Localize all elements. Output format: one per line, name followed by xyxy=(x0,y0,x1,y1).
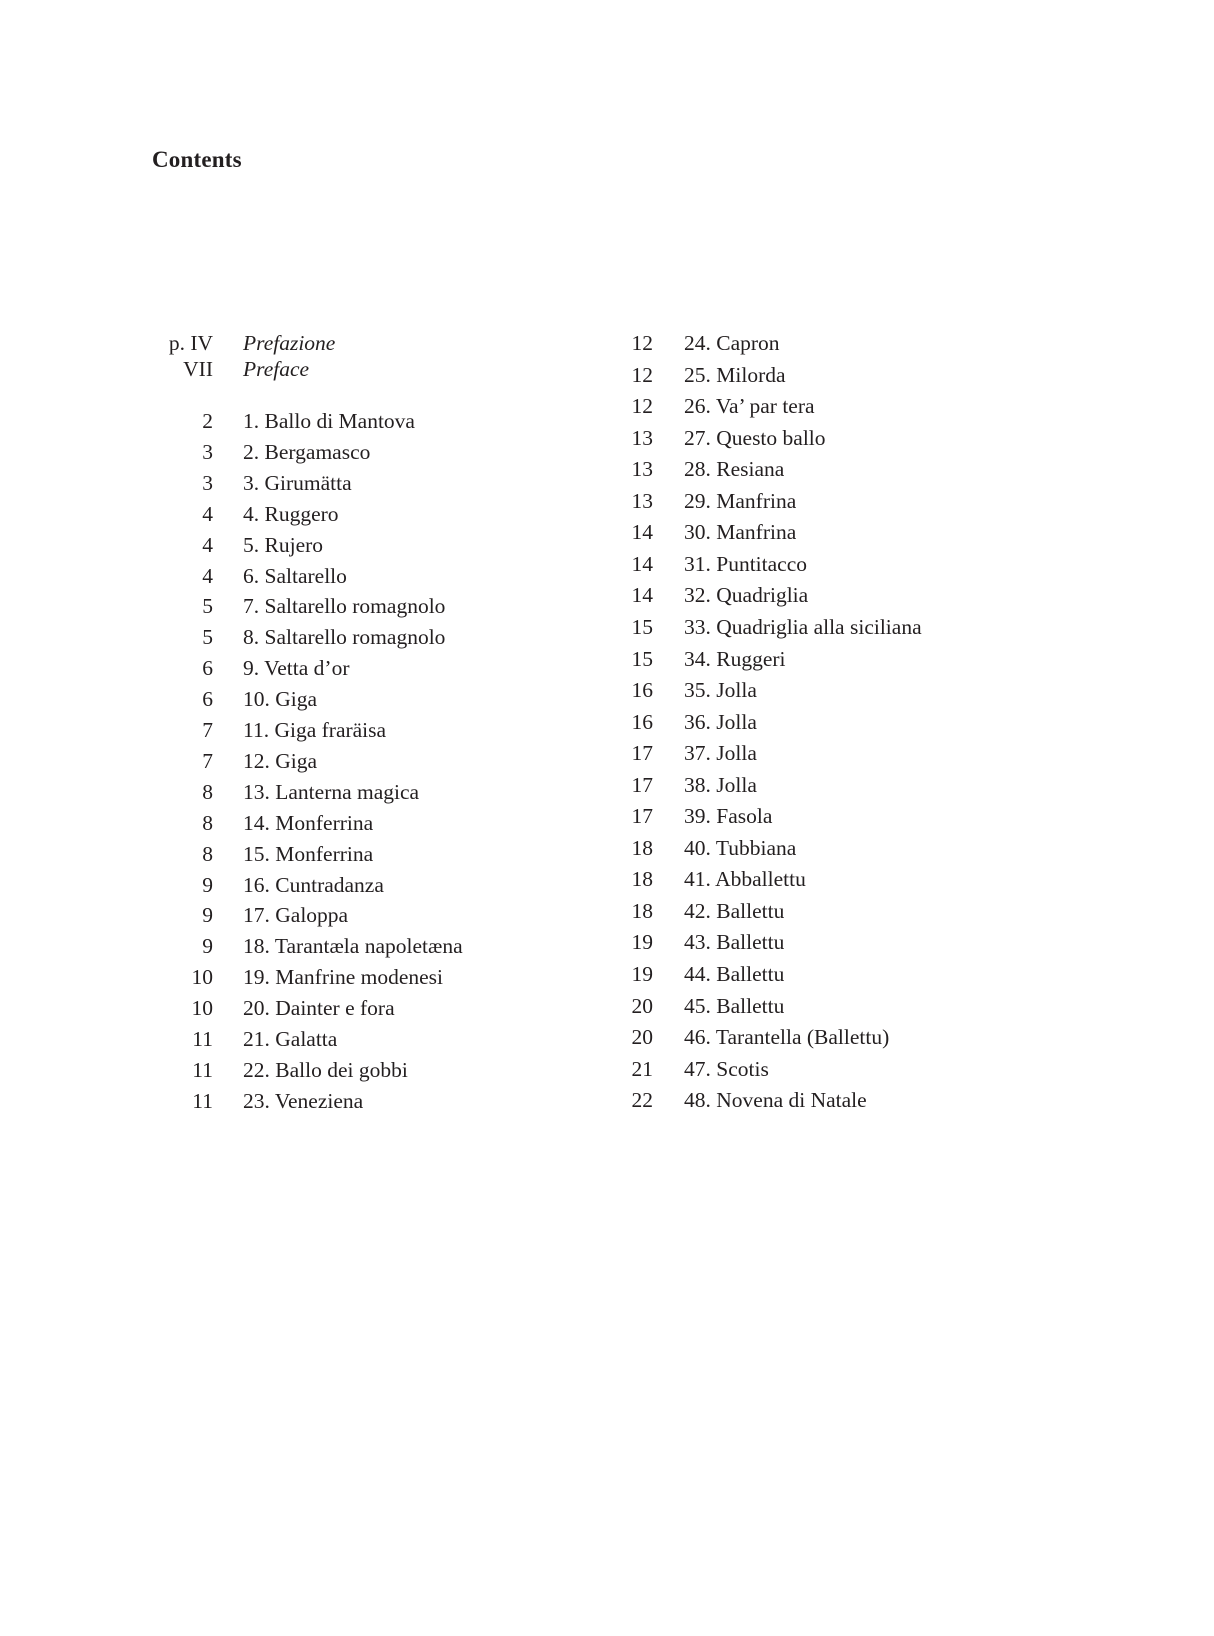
toc-page-number: 18 xyxy=(631,898,653,923)
toc-page-number: 14 xyxy=(631,520,653,545)
toc-entry-title: 41. Abballettu xyxy=(684,867,806,892)
toc-page-number: VII xyxy=(183,357,213,381)
toc-page-number: 13 xyxy=(631,425,653,450)
toc-entry-title: 23. Veneziena xyxy=(243,1088,364,1113)
toc-entry-title: 26. Va’ par tera xyxy=(684,394,815,419)
toc-page-number: 12 xyxy=(631,331,653,355)
toc-entry-title: Preface xyxy=(243,357,310,381)
toc-entry-title: 40. Tubbiana xyxy=(684,835,797,860)
toc-entry-title: 47. Scotis xyxy=(684,1056,769,1081)
toc-entry-title: 31. Puntitacco xyxy=(684,551,808,576)
toc-entry-title: 19. Manfrine modenesi xyxy=(243,965,444,990)
toc-page-number: 10 xyxy=(191,996,213,1021)
toc-entry-title: 37. Jolla xyxy=(684,741,757,766)
toc-page-number: 13 xyxy=(631,457,653,482)
toc-page-number: 16 xyxy=(631,709,653,734)
toc-entry-title: 27. Questo ballo xyxy=(684,425,826,450)
toc-entry-title: 16. Cuntradanza xyxy=(243,872,384,897)
toc-entry-title: 29. Manfrina xyxy=(684,488,797,513)
toc-page-number: 17 xyxy=(631,741,653,766)
toc-entry-title: 11. Giga fraräisa xyxy=(243,718,387,742)
toc-page-number: 8 xyxy=(202,841,213,866)
toc-page-number: 3 xyxy=(202,439,213,464)
toc-page-number: 15 xyxy=(631,614,653,639)
toc-page-number: 16 xyxy=(631,678,653,703)
toc-page-number: 12 xyxy=(631,362,653,387)
toc-entry-title: 20. Dainter e fora xyxy=(243,996,395,1021)
toc-entry-title: 35. Jolla xyxy=(684,678,757,703)
toc-entry-title: 1. Ballo di Mantova xyxy=(243,409,415,433)
toc-page-number: p. IV xyxy=(168,331,213,355)
toc-page-number: 14 xyxy=(631,583,653,608)
toc-entry-title: 4. Ruggero xyxy=(243,501,339,526)
toc-entry-title: 45. Ballettu xyxy=(684,993,785,1018)
toc-page-number: 11 xyxy=(192,1088,213,1113)
toc-entry-title: 13. Lanterna magica xyxy=(243,779,420,804)
toc-entry-title: 33. Quadriglia alla siciliana xyxy=(684,614,922,639)
toc-page-number: 5 xyxy=(202,625,213,650)
toc-page-number: 6 xyxy=(202,656,213,681)
toc-page-number: 8 xyxy=(202,810,213,835)
toc-page-number: 19 xyxy=(631,930,653,955)
toc-page-number: 11 xyxy=(192,1027,213,1051)
toc-entry-title: 10. Giga xyxy=(243,687,318,712)
toc-page-number: 20 xyxy=(631,1025,653,1050)
toc-entry-title: 5. Rujero xyxy=(243,532,324,557)
toc-page-number: 12 xyxy=(631,394,653,419)
toc-entry-title: 43. Ballettu xyxy=(684,930,785,955)
toc-entry-title: 22. Ballo dei gobbi xyxy=(243,1057,408,1082)
toc-page-number: 7 xyxy=(202,748,213,773)
toc-page-number: 17 xyxy=(631,804,653,829)
toc-entry-title: 6. Saltarello xyxy=(243,563,347,588)
toc-entry-title: 24. Capron xyxy=(684,331,780,355)
toc-page-number: 3 xyxy=(202,470,213,495)
toc-page-number: 2 xyxy=(202,409,213,433)
toc-entry-title: 18. Tarantæla napoletæna xyxy=(243,934,463,959)
toc-page-number: 11 xyxy=(192,1057,213,1082)
toc-entry-title: 12. Giga xyxy=(243,748,318,773)
toc-page-number: 6 xyxy=(202,687,213,712)
toc-entry-title: 2. Bergamasco xyxy=(243,439,371,464)
toc-page-number: 13 xyxy=(631,488,653,513)
toc-entry-title: 42. Ballettu xyxy=(684,898,785,923)
toc-entry-title: 39. Fasola xyxy=(684,804,773,829)
toc-entry-title: 21. Galatta xyxy=(243,1027,338,1051)
toc-entry-title: Prefazione xyxy=(243,331,336,355)
toc-page-number: 9 xyxy=(202,934,213,959)
toc-page-number: 8 xyxy=(202,779,213,804)
toc-page-number: 18 xyxy=(631,835,653,860)
toc-page-number: 15 xyxy=(631,646,653,671)
toc-page-number: 10 xyxy=(191,965,213,990)
toc-entry-title: 30. Manfrina xyxy=(684,520,797,545)
toc-page-number: 20 xyxy=(631,993,653,1018)
toc-page-number: 18 xyxy=(631,867,653,892)
toc-entry-title: 7. Saltarello romagnolo xyxy=(243,594,446,619)
toc-page-number: 17 xyxy=(631,772,653,797)
toc-page-number: 9 xyxy=(202,903,213,928)
toc-entry-title: 25. Milorda xyxy=(684,362,786,387)
toc-entry-title: 32. Quadriglia xyxy=(684,583,809,608)
toc-entry-title: 14. Monferrina xyxy=(243,810,374,835)
toc-page-number: 4 xyxy=(202,563,213,588)
toc-entry-title: 9. Vetta d’or xyxy=(243,656,350,681)
toc-entry-title: 17. Galoppa xyxy=(243,903,349,928)
toc-entry-title: 3. Girumätta xyxy=(243,470,352,495)
toc-page-number: 4 xyxy=(202,532,213,557)
toc-page-number: 9 xyxy=(202,872,213,897)
toc-entry-title: 48. Novena di Natale xyxy=(684,1088,867,1113)
toc-entry-title: 38. Jolla xyxy=(684,772,757,797)
toc-page-number: 19 xyxy=(631,962,653,986)
page-title: Contents xyxy=(152,147,242,172)
toc-entry-title: 28. Resiana xyxy=(684,457,785,482)
toc-entry-title: 46. Tarantella (Ballettu) xyxy=(684,1025,890,1050)
toc-entry-title: 44. Ballettu xyxy=(684,962,785,986)
toc-page-number: 5 xyxy=(202,594,213,619)
toc-entry-title: 36. Jolla xyxy=(684,709,757,734)
toc-page-number: 21 xyxy=(631,1056,653,1081)
toc-entry-title: 34. Ruggeri xyxy=(684,646,786,671)
toc-page-number: 14 xyxy=(631,551,653,576)
toc-entry-title: 8. Saltarello romagnolo xyxy=(243,625,446,650)
toc-page-number: 22 xyxy=(631,1088,653,1113)
toc-entry-title: 15. Monferrina xyxy=(243,841,374,866)
toc-page-number: 4 xyxy=(202,501,213,526)
toc-page-number: 7 xyxy=(202,718,213,742)
